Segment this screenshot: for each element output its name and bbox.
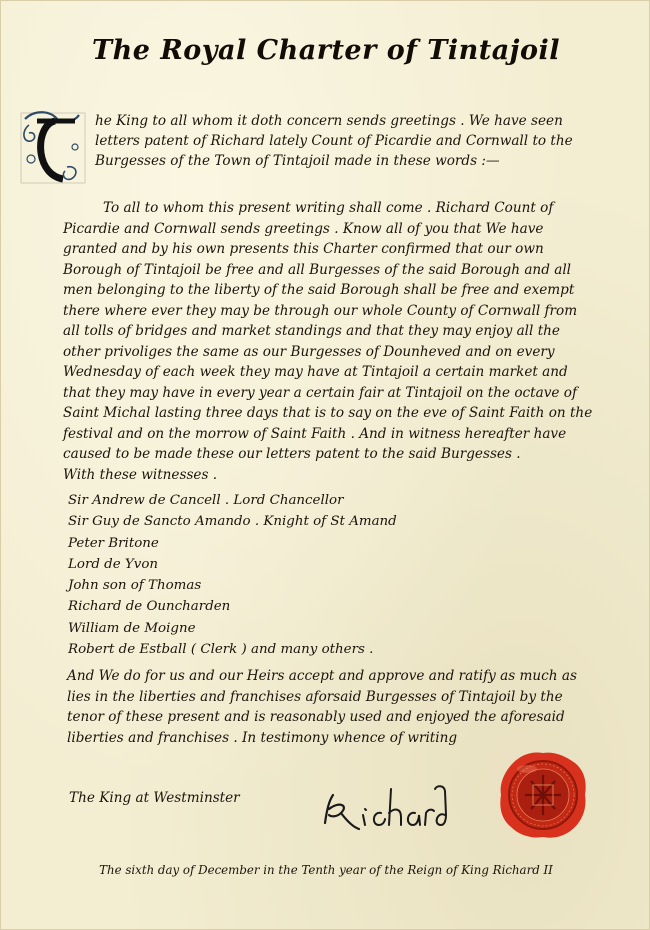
intro-text: he King to all whom it doth concern sends greetings . We have seen letters patent of Richard lately Count of Picardie and Cornwall to the Burgesses of the Town of Tintajoil made in these words :—: [95, 113, 573, 169]
witness-item: Sir Guy de Sancto Amando . Knight of St Amand: [68, 514, 397, 530]
intro-paragraph: [17, 111, 607, 187]
witness-item: Richard de Ouncharden: [68, 599, 231, 615]
closing-paragraph: [67, 666, 597, 748]
king-line: The King at Westminster: [69, 790, 240, 806]
witness-list: [68, 490, 488, 660]
body-paragraph: To all to whom this present writing shall come . Richard Count of Picardie and Cornwall sends greetings . Know all of you that We have granted and by his own presents this Charter confirmed that our own Borough of Tintajoil be free and all Burgesses of the said Borough and all men belonging to the liberty of the said Borough shall be free and exempt there where ever they may be through our whole County of Cornwall from all tolls of bridges and market standings and that they may enjoy all the other privoliges the same as our Burgesses of Dounheved and on every Wednesday of each week they may have at Tintajoil a certain market and that they may have in every year a certain fair at Tintajoil on the octave of Saint Michal lasting three days that is to say on the eve of Saint Faith on the festival and on the morrow of Saint Faith . And in witness hereafter have caused to be made these our letters patent to the said Burgesses .: [63, 200, 593, 462]
signature-richard: [319, 779, 449, 837]
witness-item: Peter Britone: [68, 535, 159, 551]
witness-item: Sir Andrew de Cancell . Lord Chancellor: [68, 493, 344, 508]
closing-text: And We do for us and our Heirs accept and approve and ratify as much as lies in the liberties and franchises aforsaid Burgesses of Tintajoil by the tenor of these present and is reasonably used and enjoyed the aforesaid liberties and franchises . In testimony whence of writing: [67, 668, 577, 746]
witness-item: William de Moigne: [68, 620, 196, 636]
witness-item: Robert de Estball ( Clerk ) and many others .: [68, 642, 374, 658]
witness-item: John son of Thomas: [68, 578, 202, 594]
witness-intro: With these witnesses .: [63, 466, 218, 483]
witness-item: Lord de Yvon: [68, 556, 159, 572]
illuminated-initial-icon: [17, 107, 89, 187]
dateline: The sixth day of December in the Tenth year of the Reign of King Richard II: [99, 863, 553, 877]
wax-seal-icon: [497, 749, 589, 841]
charter-body: [63, 198, 593, 485]
page-title: The Royal Charter of Tintajoil: [92, 35, 560, 66]
